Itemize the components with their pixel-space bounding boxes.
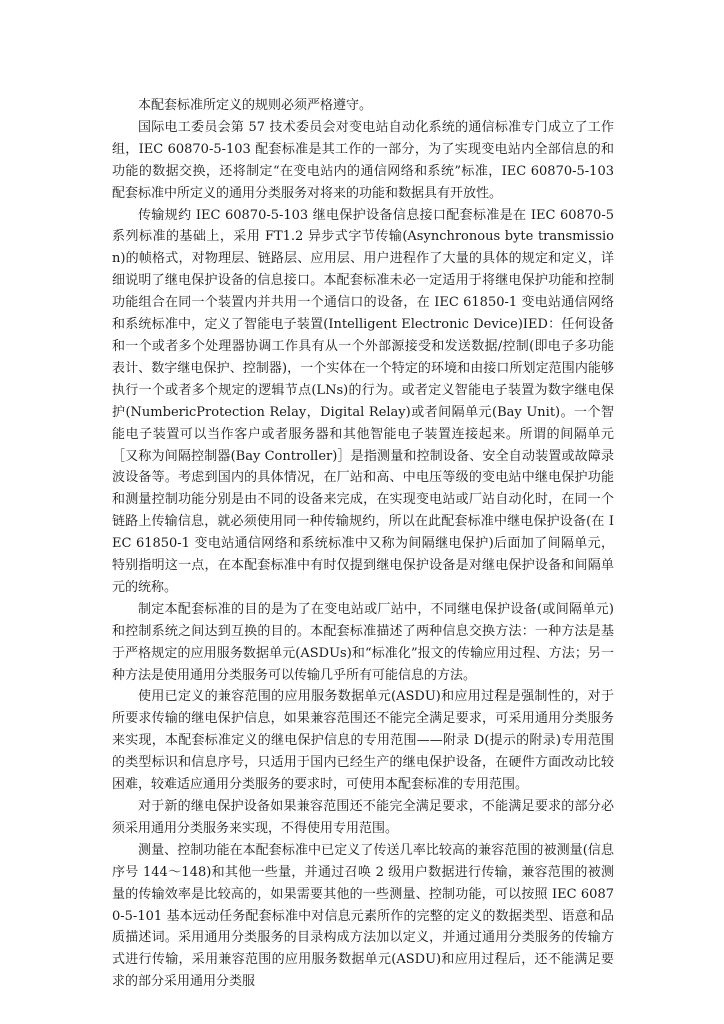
- paragraph-iec-tc57-working-group: 国际电工委员会第 57 技术委员会对变电站自动化系统的通信标准专门成立了工作组，IEC 60870-5-103 配套标准是其工作的一部分，为了实现变电站内全部信息的和功能的数据交换，还将制定“在变电站内的通信网络和系统”标准，IEC 60870-5-103 配套标准中所定义的通用分类服务对将来的功能和数据具有开放性。: [112, 119, 614, 201]
- document-body: [112, 95, 614, 993]
- paragraph-new-protection-devices: 对于新的继电保护设备如果兼容范围还不能完全满足要求，不能满足要求的部分必须采用通用分类服务来实现，不得使用专用范围。: [112, 799, 614, 836]
- paragraph-measurement-control: 测量、控制功能在本配套标准中已定义了传送几率比较高的兼容范围的被测量(信息序号 144～148)和其他一些量，并通过召唤 2 级用户数据进行传输，兼容范围的被测量的传输效率是比较高的，如果需要其他的一些测量、控制功能，可以按照 IEC 60870-5-101 基本远动任务配套标准中对信息元素所作的完整的定义的数据类型、语意和品质描述词。采用通用分类服务的目录构成方法加以定义，并通过通用分类服务的传输方式进行传输，采用兼容范围的应用服务数据单元(ASDU)和应用过程后，还不能满足要求的部分采用通用分类服: [112, 842, 614, 990]
- paragraph-compatible-range-asdu: 使用已定义的兼容范围的应用服务数据单元(ASDU)和应用过程是强制性的，对于所要求传输的继电保护信息，如果兼容范围还不能完全满足要求，可采用通用分类服务来实现，本配套标准定义的继电保护信息的专用范围——附录 D(提示的附录)专用范围的类型标识和信息序号，只适用于国内已经生产的继电保护设备，在硬件方面改动比较困难，较难适应通用分类服务的要求时，可使用本配套标准的专用范围。: [112, 689, 614, 793]
- paragraph-protocol-iec-60870-5-103: 传输规约 IEC 60870-5-103 继电保护设备信息接口配套标准是在 IEC 60870-5 系列标准的基础上，采用 FT1.2 异步式字节传输(Asynchronous byte transmission)的帧格式，对物理层、链路层、应用层、用户进程作了大量的具体的规定和定义，详细说明了继电保护设备的信息接口。本配套标准未必一定适用于将继电保护功能和控制功能组合在同一个装置内并共用一个通信口的设备，在 IEC 61850-1 变电站通信网络和系统标准中，定义了智能电子装置(Intelligent Electronic Device)IED：任何设备和一个或者多个处理器协调工作具有从一个外部源接受和发送数据/控制(即电子多功能表计、数字继电保护、控制器)，一个实体在一个特定的环境和由接口所划定范围内能够执行一个或者多个规定的逻辑节点(LNs)的行为。或者定义智能电子装置为数字继电保护(NumbericProtection Relay，Digital Relay)或者间隔单元(Bay Unit)。一个智能电子装置可以当作客户或者服务器和其他智能电子装置连接起来。所谓的间隔单元［又称为间隔控制器(Bay Controller)］是指测量和控制设备、安全自动装置或故障录波设备等。考虑到国内的具体情况，在厂站和高、中电压等级的变电站中继电保护功能和测量控制功能分别是由不同的设备来完成，在实现变电站或厂站自动化时，在同一个链路上传输信息，就必须使用同一种传输规约，所以在此配套标准中继电保护设备(在 IEC 61850-1 变电站通信网络和系统标准中又称为间隔继电保护)后面加了间隔单元，特别指明这一点，在本配套标准中有时仅提到继电保护设备是对继电保护设备和间隔单元的统称。: [112, 207, 614, 595]
- paragraph-standard-purpose: 制定本配套标准的目的是为了在变电站或厂站中，不同继电保护设备(或间隔单元)和控制系统之间达到互换的目的。本配套标准描述了两种信息交换方法：一种方法是基于严格规定的应用服务数据单元(ASDUs)和“标准化”报文的传输应用过程、方法；另一种方法是使用通用分类服务可以传输几乎所有可能信息的方法。: [112, 601, 614, 683]
- paragraph-rules-compliance: 本配套标准所定义的规则必须严格遵守。: [138, 98, 373, 113]
